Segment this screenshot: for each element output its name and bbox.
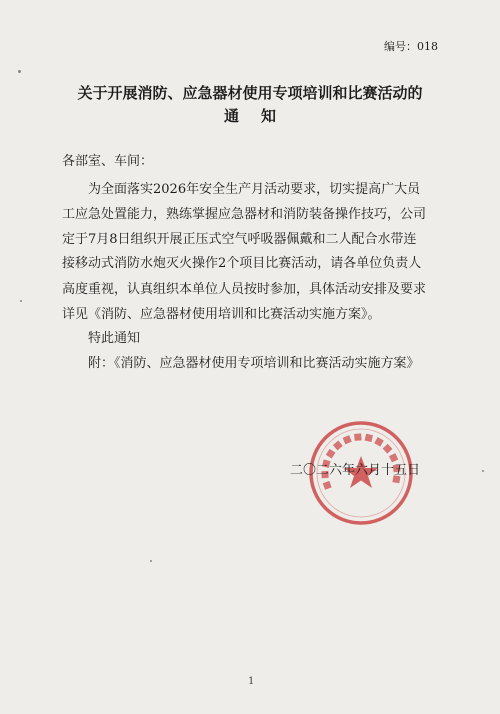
scan-speck: [482, 470, 484, 472]
body-line-2: 工应急处置能力，熟练掌握应急器材和消防装备操作技巧，公司: [62, 207, 427, 222]
seal-glyph-mark: [343, 435, 352, 444]
scan-speck: [20, 300, 22, 302]
seal-glyph-mark: [365, 434, 373, 442]
body-line-5: 高度重视，认真组织本单位人员按时参加，具体活动安排及要求: [62, 282, 427, 297]
seal-glyph-mark: [374, 437, 384, 447]
seal-glyph-mark: [333, 440, 343, 450]
special-notice: 特此通知: [88, 331, 141, 346]
issue-date: 二〇二六年六月十五日: [290, 463, 421, 478]
body-line-1: 为全面落实2026年安全生产月活动要求，切实提高广大员: [88, 182, 421, 197]
seal-glyph-mark: [383, 444, 393, 454]
body-line-4: 接移动式消防水炮灭火操作2个项目比赛活动，请各单位负责人: [62, 256, 422, 271]
seal-glyph-mark: [326, 449, 336, 459]
body-line-6: 详见《消防、应急器材使用培训和比赛活动实施方案》。: [62, 307, 381, 322]
body-line-3: 定于7月8日组织开展正压式空气呼吸器佩戴和二人配合水带连: [62, 232, 417, 247]
document-number: 编号：018: [384, 40, 438, 53]
attachment-note: 附：《消防、应急器材使用专项培训和比赛活动实施方案》: [88, 356, 420, 371]
salutation: 各部室、车间：: [62, 154, 154, 169]
scan-speck: [150, 560, 152, 562]
notice-title-line1: 关于开展消防、应急器材使用专项培训和比赛活动的: [77, 84, 423, 102]
seal-glyph-mark: [354, 433, 362, 441]
page-number: 1: [248, 676, 255, 687]
scan-speck: [18, 70, 21, 73]
notice-title-line2: 通知: [223, 107, 298, 125]
seal-glyph-mark: [323, 481, 332, 490]
